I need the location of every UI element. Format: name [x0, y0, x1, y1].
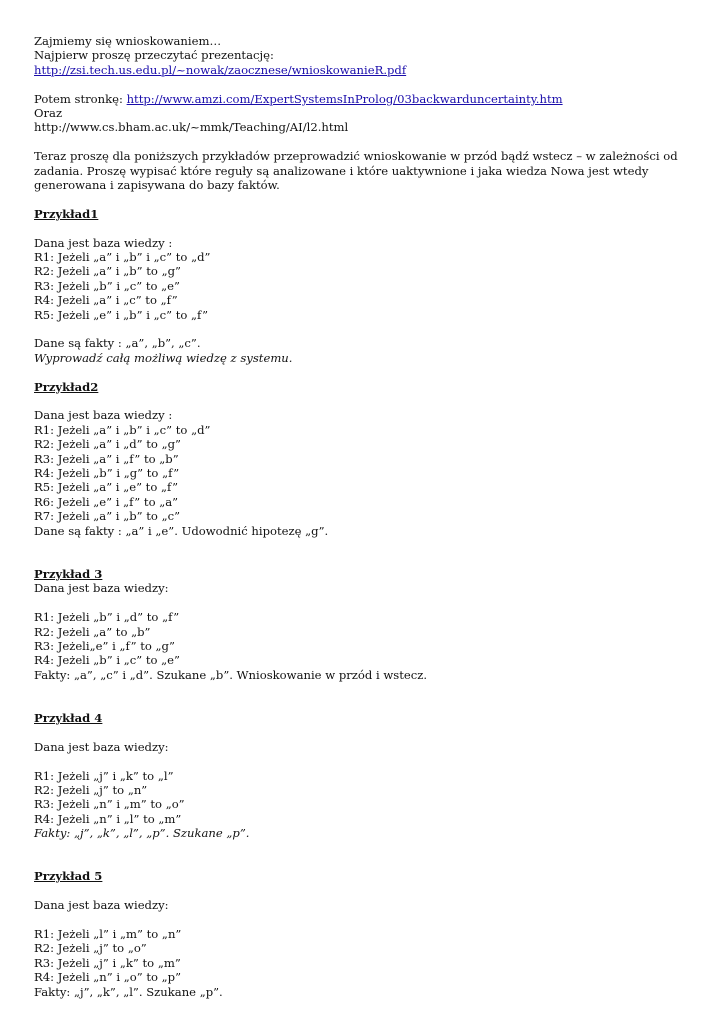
example-2-rule: R5: Jeżeli „a” i „e” to „f”	[34, 480, 179, 495]
example-4-rule: R4: Jeżeli „n” i „l” to „m”	[34, 811, 182, 826]
example-3-kb-label: Dana jest baza wiedzy:	[34, 581, 169, 596]
document-page	[34, 34, 694, 999]
example-4-kb-label: Dana jest baza wiedzy:	[34, 739, 169, 754]
example-2-rule: R6: Jeżeli „e” i „f” to „a”	[34, 494, 179, 509]
example-1-facts: Dane są fakty : „a”, „b”, „c”.	[34, 336, 201, 351]
example-3-rule: R4: Jeżeli „b” i „c” to „e”	[34, 653, 180, 668]
example-2-kb-label: Dana jest baza wiedzy :	[34, 408, 173, 423]
example-1-rule: R3: Jeżeli „b” i „c” to „e”	[34, 278, 180, 293]
example-3-rule: R3: Jeżeli„e” i „f” to „g”	[34, 638, 175, 653]
example-1-rule: R2: Jeżeli „a” i „b” to „g”	[34, 264, 181, 279]
example-5-rule: R3: Jeżeli „j” i „k” to „m”	[34, 955, 181, 970]
example-3-facts: Fakty: „a”, „c” i „d”. Szukane „b”. Wnioskowanie w przód i wstecz.	[34, 667, 428, 682]
example-2-facts: Dane są fakty : „a” i „e”. Udowodnić hipotezę „g”.	[34, 523, 329, 538]
example-5-heading: Przykład 5	[34, 869, 103, 884]
intro-line-2: Najpierw proszę przeczytać prezentację:	[34, 48, 274, 63]
example-2-rule: R2: Jeżeli „a” i „d” to „g”	[34, 437, 181, 452]
example-2-rule: R1: Jeżeli „a” i „b” i „c” to „d”	[34, 422, 211, 437]
example-5-kb-label: Dana jest baza wiedzy:	[34, 898, 169, 913]
example-1-kb-label: Dana jest baza wiedzy :	[34, 235, 173, 250]
example-2-rule: R3: Jeżeli „a” i „f” to „b”	[34, 451, 179, 466]
oraz-text: Oraz	[34, 106, 63, 121]
example-5-rule: R4: Jeżeli „n” i „o” to „p”	[34, 970, 182, 985]
example-1-rule: R4: Jeżeli „a” i „c” to „f”	[34, 293, 178, 308]
example-3-rule: R1: Jeżeli „b” i „d” to „f”	[34, 610, 180, 625]
example-4-heading: Przykład 4	[34, 710, 103, 725]
example-5-facts: Fakty: „j”, „k”, „l”. Szukane „p”.	[34, 984, 223, 999]
example-1-task: Wyprowadź całą możliwą wiedzę z systemu.	[34, 350, 293, 365]
example-4-rule: R3: Jeżeli „n” i „m” to „o”	[34, 797, 185, 812]
example-2-rule: R7: Jeżeli „a” i „b” to „c”	[34, 509, 180, 524]
bham-url-text: http://www.cs.bham.ac.uk/~mmk/Teaching/AI/l2.html	[34, 120, 349, 135]
amzi-link[interactable]: http://www.amzi.com/ExpertSystemsInProlog/03backwarduncertainty.htm	[126, 91, 563, 106]
example-4-facts: Fakty: „j”, „k”, „l”, „p”. Szukane „p”.	[34, 826, 250, 841]
example-4-rule: R2: Jeżeli „j” to „n”	[34, 782, 148, 797]
then-label: Potem stronkę:	[34, 91, 127, 106]
example-5-rule: R2: Jeżeli „j” to „o”	[34, 941, 147, 956]
example-2-rule: R4: Jeżeli „b” i „g” to „f”	[34, 466, 180, 481]
intro-line-1: Zajmiemy się wnioskowaniem…	[34, 34, 222, 48]
example-4-rule: R1: Jeżeli „j” i „k” to „l”	[34, 768, 174, 783]
example-1-rule: R5: Jeżeli „e” i „b” i „c” to „f”	[34, 307, 209, 322]
example-5-rule: R1: Jeżeli „l” i „m” to „n”	[34, 926, 182, 941]
example-1-rule: R1: Jeżeli „a” i „b” i „c” to „d”	[34, 250, 211, 265]
example-2-heading: Przykład2	[34, 379, 99, 394]
task-description: Teraz proszę dla poniższych przykładów przeprowadzić wnioskowanie w przód bądź wstecz – w zależności od zadania. Proszę wypisać które reguły są analizowane i które uaktywnione i jaka wiedza Nowa jest wtedy generowana i zapisywana do bazy faktów.	[34, 149, 678, 193]
presentation-link[interactable]: http://zsi.tech.us.edu.pl/~nowak/zaocznese/wnioskowanieR.pdf	[34, 62, 407, 77]
example-3-rule: R2: Jeżeli „a” to „b”	[34, 624, 151, 639]
example-3-heading: Przykład 3	[34, 566, 103, 581]
example-1-heading: Przykład1	[34, 206, 99, 221]
